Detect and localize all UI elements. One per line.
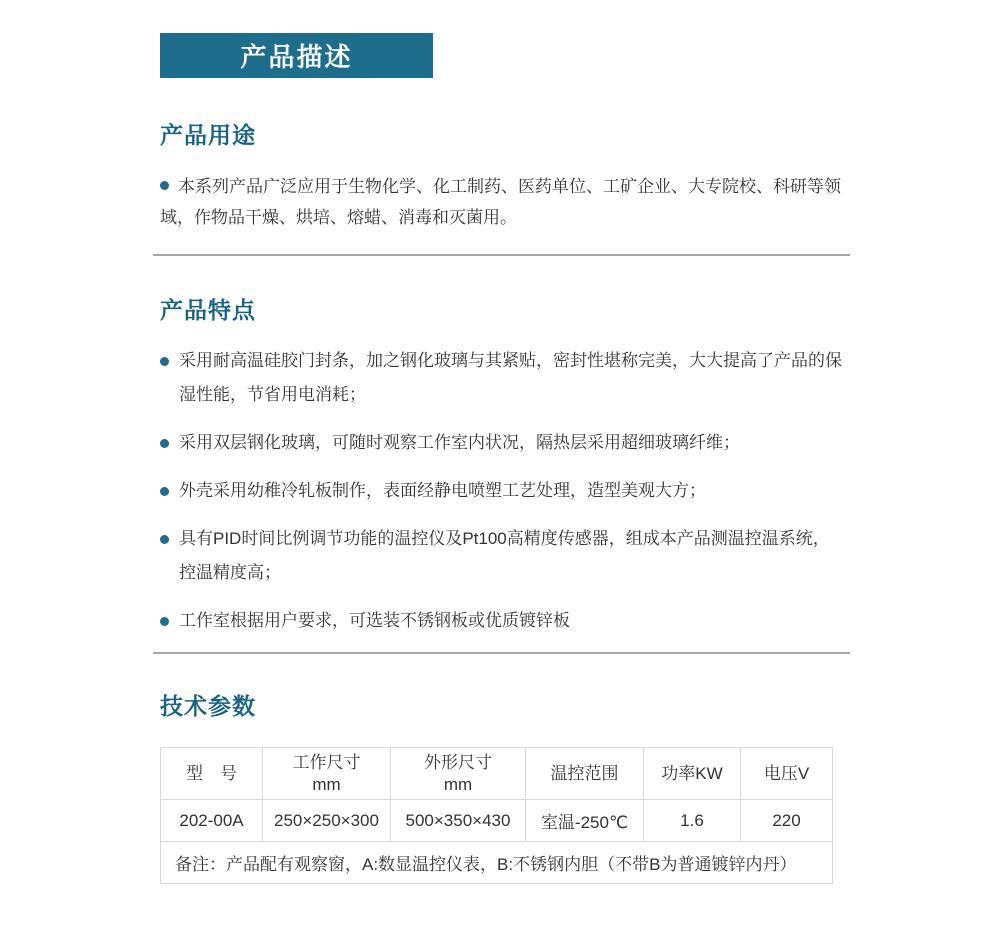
section-banner	[160, 33, 433, 78]
specs-heading: 技术参数	[160, 693, 256, 719]
col-header-temp-range: 温控范围	[526, 748, 644, 800]
cell-model: 202-00A	[161, 800, 263, 842]
col-header-voltage: 电压V	[741, 748, 833, 800]
list-item	[160, 344, 842, 412]
cell-temp-range: 室温-250℃	[526, 800, 644, 842]
usage-heading: 产品用途	[160, 122, 256, 148]
col-header-model: 型 号	[161, 748, 263, 800]
table-note: 备注：产品配有观察窗，A:数显温控仪表，B:不锈钢内胆（不带B为普通镀锌内丹）	[161, 842, 833, 884]
cell-voltage: 220	[741, 800, 833, 842]
feature-text: 采用耐高温硅胶门封条，加之钢化玻璃与其紧贴，密封性堪称完美，大大提高了产品的保湿性能，节省用电消耗；	[179, 351, 842, 404]
feature-text: 采用双层钢化玻璃，可随时观察工作室内状况，隔热层采用超细玻璃纤维；	[179, 433, 740, 452]
feature-list	[160, 344, 842, 638]
bullet-dot-icon	[160, 535, 169, 544]
divider	[153, 652, 850, 654]
product-description-page	[160, 0, 842, 884]
list-item	[160, 474, 842, 508]
bullet-dot-icon	[160, 357, 169, 366]
list-item	[160, 426, 842, 460]
col-header-outer-size: 外形尺寸 mm	[391, 748, 526, 800]
usage-text: 本系列产品广泛应用于生物化学、化工制药、医药单位、工矿企业、大专院校、科研等领域，作物品干燥、烘培、熔蜡、消毒和灭菌用。	[160, 177, 841, 227]
table-note-row	[161, 842, 833, 884]
cell-work-size: 250×250×300	[263, 800, 391, 842]
spec-table	[160, 747, 833, 884]
feature-text: 具有PID时间比例调节功能的温控仪及Pt100高精度传感器，组成本产品测温控温系统，控温精度高；	[179, 529, 830, 582]
table-row	[161, 800, 833, 842]
list-item	[160, 604, 842, 638]
usage-paragraph	[160, 171, 850, 233]
bullet-dot-icon	[160, 487, 169, 496]
bullet-dot-icon	[160, 617, 169, 626]
cell-outer-size: 500×350×430	[391, 800, 526, 842]
features-heading: 产品特点	[160, 297, 256, 323]
table-header-row	[161, 748, 833, 800]
col-header-work-size: 工作尺寸 mm	[263, 748, 391, 800]
feature-text: 外壳采用幼稚冷轧板制作，表面经静电喷塑工艺处理，造型美观大方；	[179, 481, 706, 500]
feature-text: 工作室根据用户要求，可选装不锈钢板或优质镀锌板	[179, 611, 570, 630]
banner-title: 产品描述	[240, 42, 353, 72]
bullet-dot-icon	[160, 181, 169, 190]
list-item	[160, 522, 842, 590]
bullet-dot-icon	[160, 439, 169, 448]
cell-power: 1.6	[644, 800, 741, 842]
col-header-power: 功率KW	[644, 748, 741, 800]
divider	[153, 254, 850, 256]
